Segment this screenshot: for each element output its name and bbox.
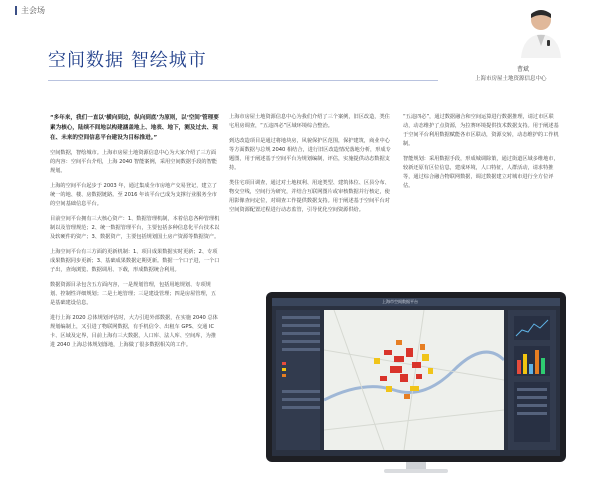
screen-title: 上海市空间数据平台 [382,299,418,304]
paragraph: 上海空间平台有三方面的更新机制：1、项目成果数据实时更新；2、专项成果数据同步更新；3、基础成果数据定期更新。数据一个口子进，一个口子出，查询浏览、数据调用、下载，形成数据统合利用。 [50,249,220,273]
title-divider [48,80,438,81]
section-tag [15,5,45,16]
paragraph: 进行上海 2020 总体规划评估时，大力引进外部数据，在实施 2040 总体规划编制上，又引进了物联网数据，有手机信令、出租车 GPS、交通 IC 卡、区域及定界，目前上海有三大数据，人口库、法人库、空间库，为推进 2040 上海总体规划落地，上海做了很多数据相关的工作。 [50,315,218,348]
screen-left-panel [276,310,320,450]
paragraph: 上海市房屋土地资源信息中心为我们介绍了三个案例，旧区改造，类住宅用房调查，“五违四必”区域环境综合整治。 [229,114,390,129]
column-3 [403,113,561,197]
speaker-photo [517,4,565,58]
monitor-screen [272,298,560,456]
city-map-graphic [324,310,504,450]
paragraph: 智能规划：采用数据手段，形成城调除策，通过街道区域多维地市，较新还原有区位信息，建成环境，人口特征，人群活动，请求特推等，通过综合融合物联网数据，调过数据建立对城市进行全方位评估。 [403,156,559,189]
screen-charts-graphic [508,310,556,450]
paragraph: 空间数据，智绘城市。上海市房屋土地资源信息中心为大家介绍了三方面的内容：空间平台介绍，上海 2040 智能案例，采用空间数据手段的智能规划。 [50,150,217,174]
screen-title-bar [272,298,560,306]
paragraph: 上海的空间平台起步于 2003 年，通过集成全市房地产交易登记，建立了统一的地、楼、房数据链路。至 2016 年该平台已成为支撑行业服务全市的空间基础信息平台。 [50,183,217,207]
section-tag-label: 主会场 [21,6,45,15]
paragraph: 类住宅项目调查，通过对土地权利、用途类型、建筑体位、区县分布、物交空线，空间行为研究，并结合互联网图片或审核数据并行核定，使用影像查问定位，对调查工作提供数据支持。用于阐述基于空间平台对空间资源配置过程进行动态监管，引导优化空间资源供给。 [229,180,390,213]
paragraph: “五违四必”，通过数据融合和空间运算进行数据推理，请过市区联动，动态维护了点资源，为拉赛环境提供技术数据支持。用于阐述基于空间平台利用数据赋能各市区联动，资源交转，动态维护的工作机制。 [403,114,559,147]
paragraph: 到达改造项目是通过将地块房，风貌保护区范围，保护建筑，商业中心等方面数据与总规 2040 相结合，进行旧区改造情况落地分析，形成专题图，用于阐述基于空间平台为规划编制，评估，实施提供动态数据支持。 [229,138,391,171]
column-1 [50,113,220,356]
monitor-stand-base [384,469,448,473]
monitor-illustration [266,292,566,474]
section-tag-bar [15,6,17,15]
paragraph: 数据资源目录包含五方面内容，一是规划管理，包括用地规划、专项规划、控制性详细规划；二是土地管理；三是建设管理；四是房屋管理，五是基础建设信息。 [50,282,217,306]
column-2 [229,113,391,221]
lead-quote: “多年来，我们一直以‘横向到边，纵向到底’为原则，以‘空间’管理要素为核心，陆续不间地以构建涵盖地上、地表、地下，测及过去、现在、未来的空间信息平台建设为目标推进。” [50,115,219,141]
article-title: 空间数据 智绘城市 [48,50,207,71]
paragraph: 目前空间平台拥有三大核心资产：1、数据管理机制，本着信息各种管理机制以及管理规范；2、统一数据管理平台，主要包括多种信息化平台技术以及软硬件的资产；3、数据资产，主要包括规划国土房产资源等数据资产。 [50,216,220,240]
screen-right-panel [508,310,556,450]
speaker-role: 上海市房屋土地资源信息中心 [475,76,547,82]
speaker-name: 曹斌 [517,66,530,73]
screen-map [324,310,504,450]
monitor-frame [266,292,566,462]
